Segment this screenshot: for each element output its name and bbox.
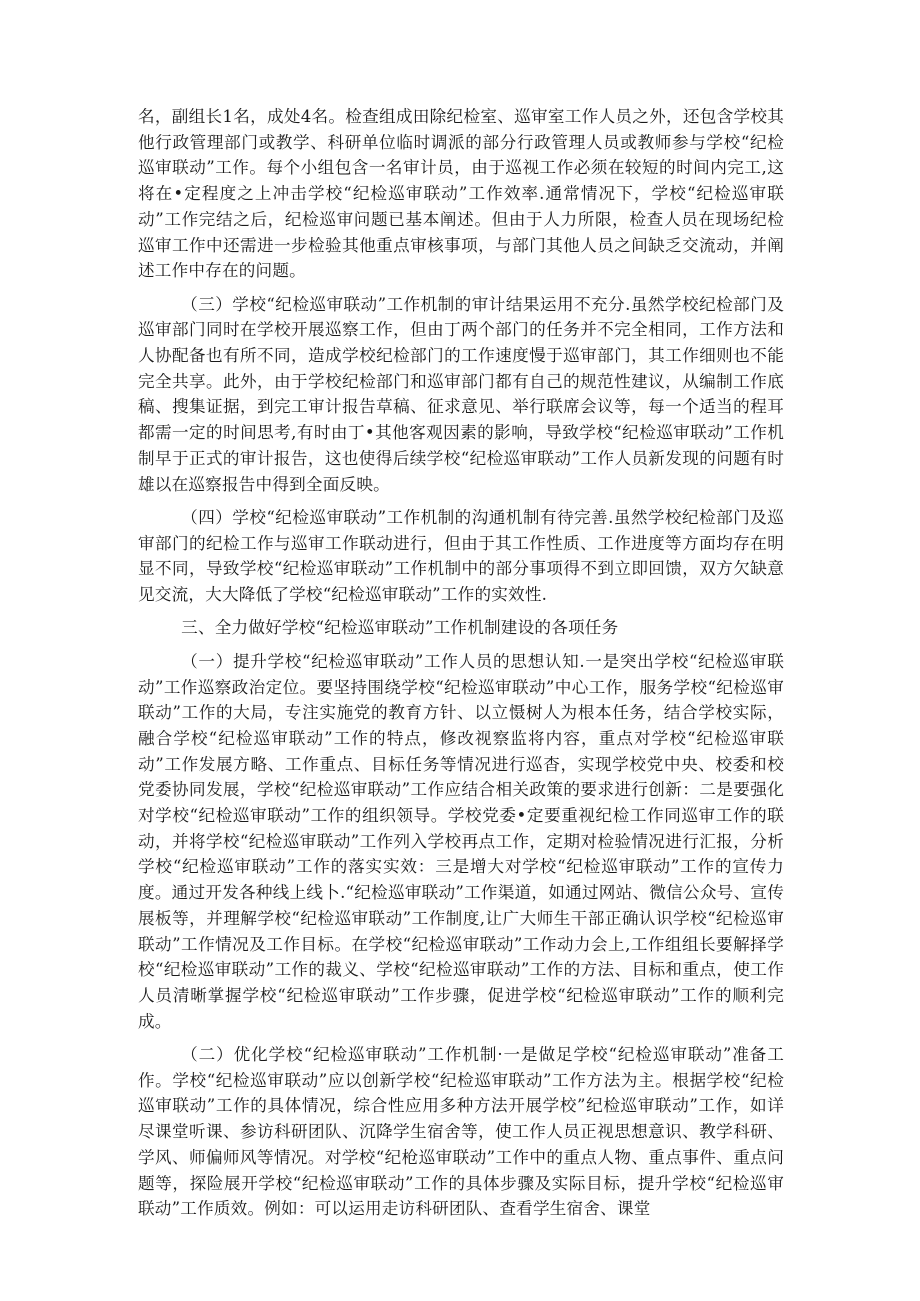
paragraph-ideological-awareness: （一）提升学校“纪检巡审联动”工作人员的思想认知.一是突出学校“纪检巡审联动”工作巡察政治定位。要坚持围绕学校“纪检巡审联动”中心工作，服务学校“纪检巡审联动”工作的大局，专注实施党的教育方针、以立慑树人为根本任务，结合学校实际，融合学校“纪检巡审联动”工作的特点，修改视察监将内容，重点对学校“纪检巡审联动”工作发展方略、工作重点、目标任务等情况进行巡杳，实现学校党中央、校委和校党委协同发展，学校“纪检巡审联动”工作应结合相关政策的要求进行创新：二是要强化对学校“纪检巡审联动”工作的组织领导。学校党委•定要重视纪检工作同巡审工作的联动，并将学校“纪检巡审联动”工作列入学校再点工作，定期对检验情况进行汇报，分析学校“纪检巡审联动”工作的落实实效：三是增大对学校“纪检巡审联动”工作的宣传力度。通过开发各种线上线卜.“纪检巡审联动”工作渠道，如通过网站、微信公众号、宣传展板等，并理解学校“纪检巡审联动”工作制度,让广大师生干部正确认识学校“纪检巡审联动”工作情况及工作目标。在学校“纪检巡审联动”工作动力会上,工作组组长要解择学校“纪检巡审联动”工作的裁义、学校“纪检巡审联动”工作的方法、目标和重点，使工作人员清晰掌握学校“纪检巡审联动”工作步骤，促进学校“纪检巡审联动”工作的顺利完成。: [138, 651, 784, 1031]
paragraph-optimize-mechanism: （二）优化学校“纪检巡审联动”工作机制·一是做足学校“纪检巡审联动”准备工作。学校“纪检巡审联动”应以创新学校“纪检巡审联动”工作方法为主。根据学校“纪检巡审联动”工作的具体情况，综合性应用多种方法开展学校”纪检巡审联动”工作，如详尽课堂听课、参访科研团队、沉降学生宿舍等，使工作人员正视思想意识、教学科研、学风、师偏师风等情况。对学校“纪枪巡审联动”工作中的重点人物、重点事件、重点问题等，探险展开学校“纪检巡审联动”工作的具体步骤及实际目标，提升学校“纪检巡审联动”工作质效。例如：可以运用走访科研团队、查看学生宿舍、课堂: [138, 1045, 784, 1219]
section-heading-three: 三、全力做好学校“纪检巡审联动”工作机制建设的各项任务: [181, 618, 619, 638]
document-body: [138, 104, 784, 1222]
paragraph-communication-mechanism: （四）学校“纪检巡审联动”工作机制的沟通机制有待完善.虽然学校纪检部门及巡审部门的纪检工作与巡审工作联动进行，但由于其工作性质、工作进度等方面均存在明显不同，导致学校“纪检巡审联动”工作机制中的部分事项得不到立即回馈，双方欠缺意见交流，大大降低了学校“纪检巡审联动”工作的实效性.: [138, 507, 784, 605]
paragraph-continuation: 名，副组长1名，成处4名。检查组成田除纪检室、巡审室工作人员之外，还包含学校其他行政管理部门或教学、科研单位临时调派的部分行政管理人员或教师参与学校“纪检巡审联动”工作。每个小组包含一名审计员，由于巡视工作必须在较短的时间内完工,这将在•定程度之上冲击学校“纪检巡审联动”工作效率.通常情况下，学校“纪检巡审联动”工作完结之后，纪检巡审问题已基本阐述。但由于人力所限，检查人员在现场纪检巡审工作中还需进一步检验其他重点审核事项，与部门其他人员之间缺乏交流动，并阐述工作中存在的问题。: [138, 107, 784, 281]
paragraph-audit-results: （三）学校“纪检巡审联动”工作机制的审计结果运用不充分.虽然学校纪检部门及巡审部门同时在学校开展巡察工作，但由丁两个部门的任务并不完全相同，工作方法和人协配备也有所不同，造成学校纪检部门的工作速度慢于巡审部门，其工作细则也不能完全共享。此外，由于学校纪检部门和巡审部门都有自己的规范性建议，从编制工作底稿、搜集证据，到完工审计报告草稿、征求意见、举行联席会议等，每一个适当的程耳都需一定的时间思考,有时由丁•其他客观因素的影响，导致学校“纪检巡审联动”工作机制早于正式的审计报告，这也使得后续学校“纪检巡审联动”工作人员新发现的问题有时雄以在巡察报告中得到全面反映。: [138, 294, 784, 494]
